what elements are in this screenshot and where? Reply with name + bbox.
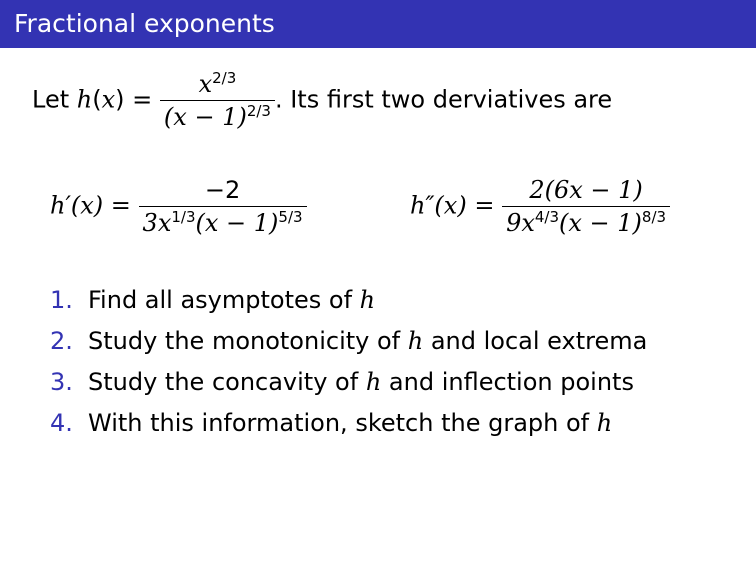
first-derivative-numerator: −2 — [204, 176, 241, 204]
first-derivative-label: h′(x) = — [50, 191, 131, 220]
second-derivative-denominator: $9x^{4/3}(x - 1)^{8/3}$ — [502, 206, 670, 237]
intro-line: Let h(x) = $\frac{x^{2/3}}{(x - 1)^{2/3}}$ . Its first two derviatives are — [32, 69, 613, 131]
list-item-number: 1. — [50, 286, 73, 314]
list-item-text: Study the monotonicity of — [88, 327, 408, 355]
intro-equals: = — [132, 85, 153, 114]
intro-trailing-text: . Its first two derviatives are — [274, 85, 613, 114]
list-item — [50, 403, 647, 444]
first-derivative-denominator: $3x^{1/3}(x - 1)^{5/3}$ — [139, 206, 307, 237]
first-derivative-fraction — [139, 176, 307, 237]
task-list — [50, 280, 647, 444]
list-item-number: 4. — [50, 409, 73, 437]
list-item-symbol: h — [359, 286, 376, 314]
intro-lead: Let — [32, 85, 77, 114]
first-derivative — [50, 176, 307, 237]
list-item-text: Study the concavity of — [88, 368, 366, 396]
second-derivative-numerator: 2(6x − 1) — [529, 176, 643, 204]
second-derivative — [410, 176, 670, 237]
list-item-suffix: and inflection points — [381, 368, 634, 396]
list-item — [50, 321, 647, 362]
intro-func-name: h — [76, 85, 93, 114]
list-item-suffix: and local extrema — [423, 327, 648, 355]
list-item-number: 2. — [50, 327, 73, 355]
intro-fraction-denominator: $(x - 1)^{2/3}$ — [160, 100, 275, 131]
list-item — [50, 362, 647, 403]
intro-var: x — [101, 85, 116, 114]
intro-fraction — [160, 70, 275, 131]
list-item — [50, 280, 647, 321]
slide-title: Fractional exponents — [0, 0, 756, 48]
list-item-symbol: h — [365, 368, 382, 396]
list-item-text: With this information, sketch the graph of — [88, 409, 597, 437]
intro-fraction-numerator: $x^{2/3}$ — [198, 69, 237, 98]
list-item-symbol: h — [407, 327, 424, 355]
second-derivative-fraction — [502, 176, 670, 237]
list-item-number: 3. — [50, 368, 73, 396]
list-item-symbol: h — [596, 409, 613, 437]
list-item-text: Find all asymptotes of — [88, 286, 360, 314]
second-derivative-label: h″(x) = — [410, 191, 495, 220]
